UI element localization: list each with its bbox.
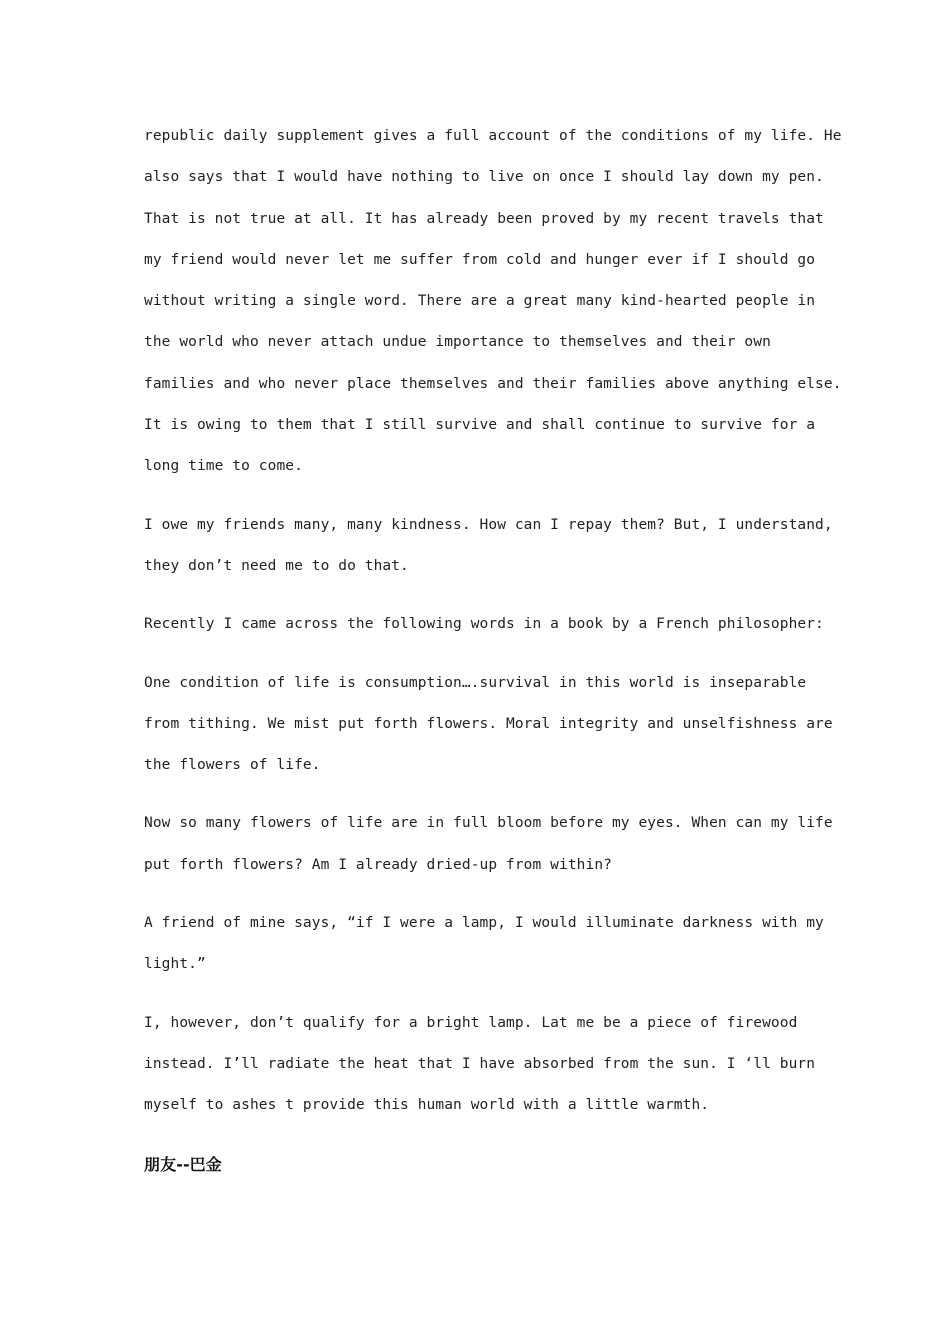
text-line: families and who never place themselves and their families above anything else.: [144, 375, 842, 392]
text-line: instead. I’ll radiate the heat that I have absorbed from the sun. I ‘ll burn: [144, 1055, 816, 1072]
paragraph: [144, 505, 833, 588]
paragraph-spacer: [144, 1127, 824, 1144]
paragraph: [144, 1003, 824, 1127]
text-line: One condition of life is consumption….survival in this world is inseparable: [144, 674, 807, 691]
text-line: I, however, don’t qualify for a bright lamp. Lat me be a piece of firewood: [144, 1014, 798, 1031]
text-line: It is owing to them that I still survive and shall continue to survive for a: [144, 417, 816, 434]
paragraph-spacer: [144, 986, 824, 1003]
text-line: Recently I came across the following words in a book by a French philosopher:: [144, 616, 824, 633]
paragraph: [144, 663, 833, 787]
text-line: Now so many flowers of life are in full bloom before my eyes. When can my life: [144, 815, 833, 832]
section-heading: 朋友--巴金: [144, 1154, 222, 1174]
text-line: That is not true at all. It has already been proved by my recent travels that: [144, 210, 824, 227]
paragraph-spacer: [144, 646, 824, 663]
text-line: long time to come.: [144, 458, 303, 475]
text-line: from tithing. We mist put forth flowers. Moral integrity and unselfishness are: [144, 715, 833, 732]
paragraph-spacer: [144, 786, 824, 803]
paragraph: [144, 604, 824, 645]
text-line: without writing a single word. There are a great many kind-hearted people in: [144, 293, 816, 310]
text-line: they don’t need me to do that.: [144, 557, 409, 574]
text-line: myself to ashes t provide this human world with a little warmth.: [144, 1097, 710, 1114]
document-body: [144, 116, 842, 1185]
paragraph-spacer: [144, 886, 824, 903]
text-line: my friend would never let me suffer from cold and hunger ever if I should go: [144, 251, 816, 268]
paragraph: [144, 116, 842, 488]
text-line: I owe my friends many, many kindness. How can I repay them? But, I understand,: [144, 516, 833, 533]
paragraph-spacer: [144, 488, 824, 505]
text-line: the flowers of life.: [144, 757, 321, 774]
text-line: A friend of mine says, “if I were a lamp, I would illuminate darkness with my: [144, 915, 824, 932]
paragraph: [144, 903, 824, 986]
text-line: put forth flowers? Am I already dried-up from within?: [144, 856, 612, 873]
text-line: republic daily supplement gives a full account of the conditions of my life. He: [144, 128, 842, 144]
text-line: light.”: [144, 956, 206, 973]
text-line: also says that I would have nothing to live on once I should lay down my pen.: [144, 169, 824, 186]
paragraph-spacer: [144, 587, 824, 604]
paragraph: [144, 803, 833, 886]
text-line: the world who never attach undue importance to themselves and their own: [144, 334, 771, 351]
